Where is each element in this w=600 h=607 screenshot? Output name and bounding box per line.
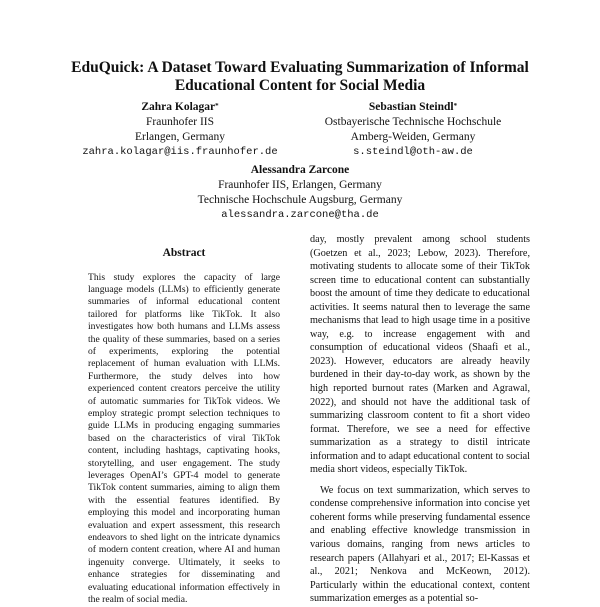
abstract-body: This study explores the capacity of large language models (LLMs) to efficiently generate summaries of informal educational content tailored for platforms like TikTok. It also investigates how both humans and LLMs assess the quality of these summaries, based on a series of experiments, exploring the potential replacement of human evaluation with LLMs. Furthermore, the study delves into how experienced content creators perceive the utility of automatic summaries for TikTok videos. We employ strategic prompt selection techniques to guide LLMs in producing engaging summaries based on the characteristics of viral TikTok content, including hashtags, captivating hooks, storytelling, and user engagement. The study leverages OpenAI’s GPT-4 model to generate TikTok content summaries, aiming to align them with the essential features identified. By employing this model and incorporating human evaluation and expert assessment, this research endeavors to shed light on the intricate dynamics of modern content creation, where AI and human ingenuity converge. Ultimately, it seeks to enhance strategies for disseminating and evaluating educational information effectively in the realm of social media.	[88, 271, 280, 606]
author-1-affiliation: Fraunhofer IIS	[145, 116, 215, 128]
author-3	[150, 163, 450, 223]
author-2-affiliation: Ostbayerische Technische Hochschule	[324, 116, 502, 128]
author-3-email: alessandra.zarcone@tha.de	[221, 209, 379, 221]
title-line-2: Educational Content for Social Media	[174, 77, 426, 94]
author-3-name: Alessandra Zarcone	[250, 164, 350, 176]
author-1-location: Erlangen, Germany	[134, 131, 226, 143]
intro-paragraph-2: We focus on text summarization, which serves to condense comprehensive information into concise yet coherent forms while preserving fundamental essence and enabling effective knowledge transmission in various domains, ranging from news articles to research papers (Allahyari et al., 2017; El-Kassas et al., 2021; Nenkova and McKeown, 2012). Particularly within the educational context, content summarization emerges as a potential so-	[310, 484, 530, 605]
author-1-email: zahra.kolagar@iis.fraunhofer.de	[82, 146, 278, 158]
author-3-location: Technische Hochschule Augsburg, Germany	[197, 194, 403, 206]
author-2-email: s.steindl@oth-aw.de	[353, 146, 473, 158]
author-2-location: Amberg-Weiden, Germany	[350, 131, 476, 143]
abstract-heading: Abstract	[162, 247, 206, 259]
author-2-name: Sebastian Steindl	[368, 101, 454, 113]
author-3-affiliation: Fraunhofer IIS, Erlangen, Germany	[218, 179, 382, 191]
left-column	[88, 233, 280, 607]
author-2	[298, 100, 528, 160]
right-column	[310, 233, 530, 606]
paper-title	[40, 59, 560, 95]
author-1-mark: *	[215, 102, 219, 110]
author-2-mark: *	[453, 102, 458, 110]
intro-paragraph-1: day, mostly prevalent among school students (Goetzen et al., 2023; Lebow, 2023). Therefore, motivating students to allocate some of their TikTok screen time to educational content can substantially boost the amount of time they dedicate to educational activities. It seems natural then to leverage the same mechanisms that lead to high usage time in a positive way, e.g. to increase engagement with and consumption of educational videos (Shaafi et al., 2023). However, educators are already heavily burdened in their day-to-day work, as shown by the high reported burnout rates (Marken and Agrawal, 2022), and should not have the additional task of summarizing classroom content to fit a short video format. Therefore, we see a need for effective summarization as a strategy to distil intricate information and to adapt educational content to social media short videos, especially TikTok.	[310, 234, 530, 476]
author-1	[80, 100, 280, 160]
author-1-name: Zahra Kolagar	[141, 101, 216, 113]
title-line-1: EduQuick: A Dataset Toward Evaluating Summarization of Informal	[71, 59, 529, 76]
